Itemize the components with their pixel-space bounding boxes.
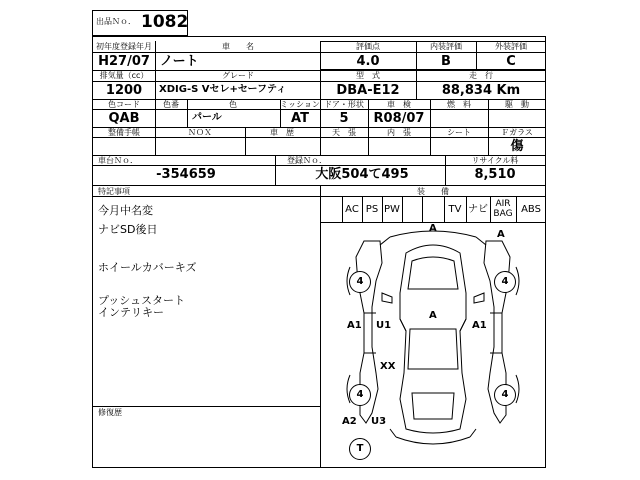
repair-label: 修復歴 xyxy=(98,408,122,417)
damage-mark: U1 xyxy=(376,320,392,331)
fuel-label: 燃 料 xyxy=(447,100,471,109)
note-line: ナビSD後日 xyxy=(98,223,158,236)
note-line: インテリキー xyxy=(98,306,164,319)
color-no-label: 色番 xyxy=(163,100,179,109)
model-value: DBA-E12 xyxy=(336,83,400,98)
car-name-value: ノート xyxy=(160,54,199,69)
inspection-label: 車 検 xyxy=(387,100,411,109)
chassis-label: 車台Ｎｏ． xyxy=(98,156,138,165)
fglass-label: Ｆガラス xyxy=(501,128,533,137)
spare-tire: T xyxy=(349,438,371,460)
history-label: 車 歴 xyxy=(270,128,294,137)
year-label: 初年度登録年月 xyxy=(96,42,152,51)
sunroof-label: 天 張 xyxy=(332,128,356,137)
notes-label: 特記事項 xyxy=(98,187,130,196)
manual-label: 整備手帳 xyxy=(108,128,140,137)
tire-rear-right: 4 xyxy=(494,384,516,406)
color-value: パール xyxy=(192,112,222,123)
equip-abs: ABS xyxy=(521,204,541,215)
car-diagram xyxy=(320,223,546,468)
damage-mark: XX xyxy=(380,361,396,372)
grade-label: グレード xyxy=(222,71,254,80)
damage-mark: U3 xyxy=(371,416,387,427)
color-code-label: 色コード xyxy=(108,100,140,109)
damage-mark: A xyxy=(497,229,505,240)
nox-label: ＮＯＸ xyxy=(188,128,212,137)
score-label: 評価点 xyxy=(356,42,380,51)
mission-label: ミッション xyxy=(280,100,320,109)
doors-value: 5 xyxy=(339,111,349,126)
note-line: 今月中名変 xyxy=(98,204,153,217)
fglass-value: 傷 xyxy=(510,139,524,154)
equip-tv: TV xyxy=(448,204,462,215)
damage-mark: A2 xyxy=(342,416,357,427)
tire-front-right: 4 xyxy=(494,271,516,293)
equip-pw: PW xyxy=(384,204,400,215)
drive-label: 駆 動 xyxy=(505,100,529,109)
tire-rear-left: 4 xyxy=(349,384,371,406)
displacement-value: 1200 xyxy=(105,83,143,98)
equip-airbag: AIR BAG xyxy=(493,199,513,219)
mission-value: AT xyxy=(291,111,309,126)
door-shape-label: ドア・形状 xyxy=(324,100,364,109)
color-label: 色 xyxy=(229,100,237,109)
seat-label: シート xyxy=(447,128,471,137)
score-value: 4.0 xyxy=(356,54,380,69)
reg-no-label: 登録Ｎｏ． xyxy=(287,156,327,165)
damage-mark: A1 xyxy=(347,320,362,331)
grade-value: XDIG-S Vセレ+セーフティ xyxy=(159,84,287,95)
equip-ac: AC xyxy=(345,204,359,215)
displacement-label: 排気量（cc） xyxy=(99,71,149,80)
recycle-value: 8,510 xyxy=(474,167,516,182)
lot-number: 1082 xyxy=(141,12,189,32)
interior-value: B xyxy=(441,54,451,69)
car-name-label: 車 名 xyxy=(222,42,254,51)
note-line xyxy=(98,240,316,259)
model-label: 型 式 xyxy=(356,71,380,80)
note-line: ホイールカバーキズ xyxy=(98,261,197,274)
damage-mark: A xyxy=(429,223,437,234)
mileage-value: 88,834 Km xyxy=(441,83,521,98)
tire-front-left: 4 xyxy=(349,271,371,293)
notes-list xyxy=(98,202,316,319)
equip-ps: PS xyxy=(365,204,379,215)
interior-trim-label: 内 張 xyxy=(387,128,411,137)
inspection-value: R08/07 xyxy=(373,111,425,126)
color-code-value: QAB xyxy=(108,111,140,126)
damage-mark: A1 xyxy=(472,320,487,331)
mileage-label: 走 行 xyxy=(469,71,493,80)
year-value: H27/07 xyxy=(98,54,150,69)
reg-no-value: 大阪504て495 xyxy=(315,167,409,182)
exterior-label: 外装評価 xyxy=(495,42,527,51)
equip-navi: ナビ xyxy=(468,204,488,215)
lot-label: 出品Ｎｏ． xyxy=(96,17,136,26)
recycle-label: リサイクル料 xyxy=(471,156,519,165)
exterior-value: C xyxy=(506,54,516,69)
damage-mark: A xyxy=(429,310,437,321)
equipment-label: 装 備 xyxy=(417,187,449,196)
chassis-value: -354659 xyxy=(156,167,216,182)
interior-label: 内装評価 xyxy=(430,42,462,51)
note-line: プッシュスタート xyxy=(98,294,186,307)
